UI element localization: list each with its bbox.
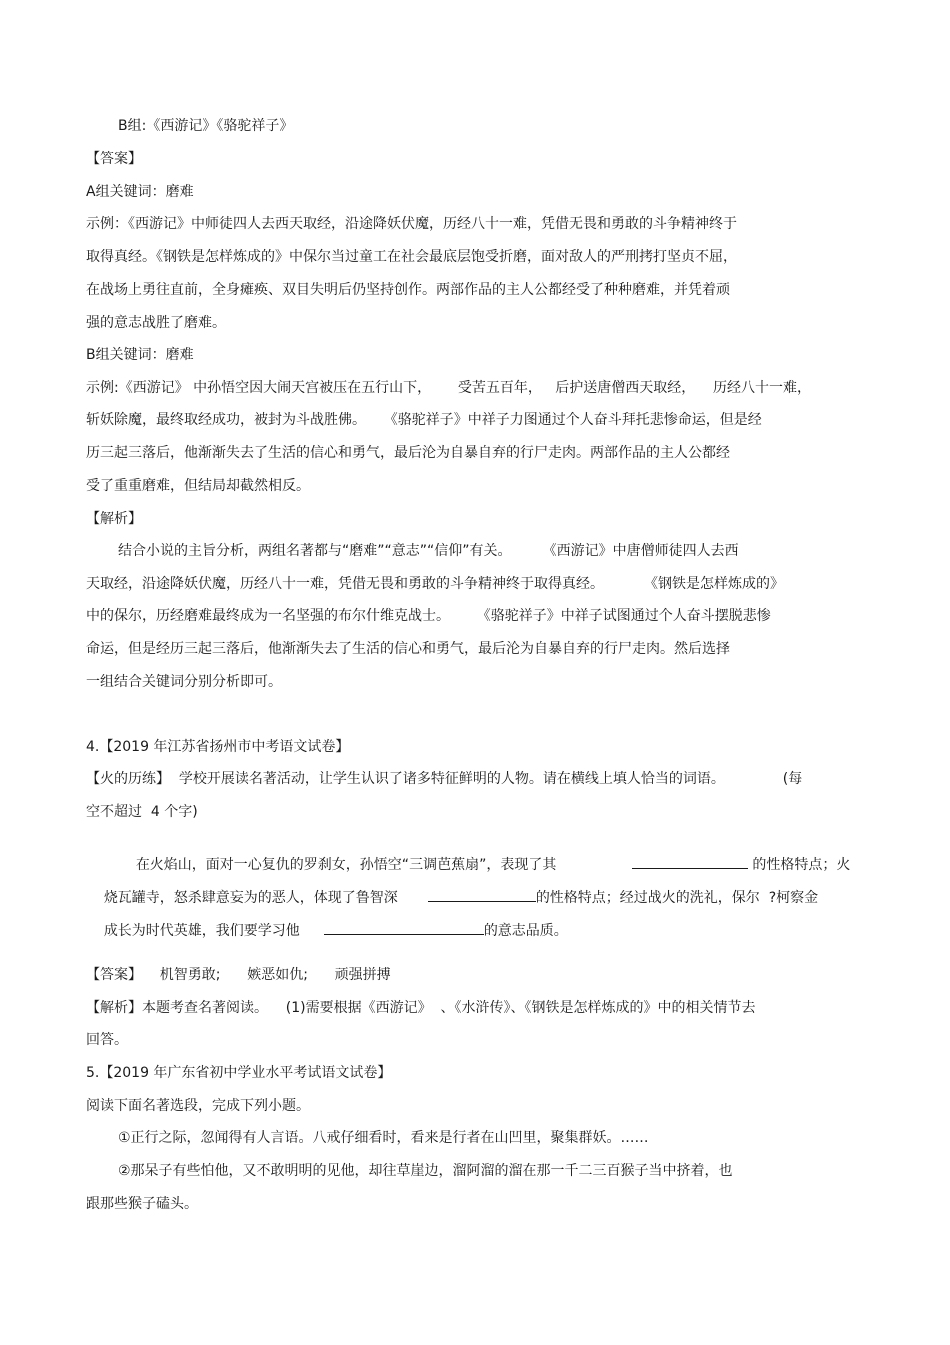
group-a-keyword: A组关键词：磨难 [86,184,194,200]
text-line: 受了重重磨难，但结局却截然相反。 [86,478,310,494]
fill-text: 的意志品质。 [483,923,568,939]
question-4-prompt: 【火的历练】 学校开展读名著活动，让学生认识了诸多特征鲜明的人物。请在横线上填人恰当的词语。 (每 [86,771,803,787]
fill-text: 的性格特点；火 [752,857,851,873]
text-line: 强的意志战胜了磨难。 [86,315,226,331]
question-4-answer: 【答案】 机智勇敢; 嫉恶如仇; 顽强拼搏 [86,967,391,983]
question-4-analysis: 【解析】本题考查名著阅读。 (1)需要根据《西游记》 、《水浒传》、《钢铁是怎样炼成的》中的相关情节去 [86,1000,756,1016]
group-b-title: B组:《西游记》《骆驼祥子》 [118,118,294,134]
text-line: 取得真经。《钢铁是怎样炼成的》中保尔当过童工在社会最底层饱受折磨，面对敌人的严刑拷打坚贞不屈， [86,249,737,265]
text-line: 历三起三落后，他渐渐失去了生活的信心和勇气，最后沦为自暴自弃的行尸走肉。两部作品的主人公都经 [86,445,730,461]
text-line: 天取经，沿途降妖伏魔，历经八十一难，凭借无畏和勇敢的斗争精神终于取得真经。 《钢铁是怎样炼成的》 [86,576,785,592]
question-5-prompt: 阅读下面名著选段，完成下列小题。 [86,1098,310,1114]
group-b-keyword: B组关键词：磨难 [86,347,194,363]
excerpt-1: ①正行之际，忽闻得有人言语。八戒仔细看时，看来是行者在山凹里，聚集群妖。…… [118,1130,649,1146]
text-line: 命运，但是经历三起三落后，他渐渐失去了生活的信心和勇气，最后沦为自暴自弃的行尸走肉。然后选择 [86,641,730,657]
fill-text: 烧瓦罐寺，怒杀肆意妄为的恶人，体现了鲁智深 [103,890,398,906]
text-line: 在战场上勇往直前，全身瘫痪、双目失明后仍坚持创作。两部作品的主人公都经受了种种磨难，并凭着顽 [86,282,730,298]
analysis-heading: 【解析】 [86,511,142,527]
text-line: 示例：《西游记》中师徒四人去西天取经，沿途降妖伏魔，历经八十一难，凭借无畏和勇敢的斗争精神终于 [86,216,737,232]
text-line: 一组结合关键词分别分析即可。 [86,674,282,690]
fill-line [86,900,568,961]
question-4-prompt: 空不超过 4 个字) [86,804,198,820]
text-line: 中的保尔，历经磨难最终成为一名坚强的布尔什维克战士。 《骆驼祥子》中祥子试图通过个人奋斗摆脱悲惨 [86,608,771,624]
text-line: 结合小说的主旨分析，两组名著都与“磨难”“意志”“信仰”有关。 《西游记》中唐僧师徒四人去西 [118,543,739,559]
text-line: 回答。 [86,1032,128,1048]
blank-3 [324,920,484,935]
text-line: 跟那些猴子磕头。 [86,1196,198,1212]
text-line: 斩妖除魔，最终取经成功，被封为斗战胜佛。 《骆驼祥子》中祥子力图通过个人奋斗拜托悲惨命运，但是经 [86,412,762,428]
question-4-title: 4.【2019 年江苏省扬州市中考语文试卷】 [86,739,350,755]
fill-text: 在火焰山，面对一心复仇的罗刹女，孙悟空“三调芭蕉扇”，表现了其 [135,857,557,873]
excerpt-2: ②那呆子有些怕他，又不敢明明的见他，却往草崖边，溜阿溜的溜在那一千二三百猴子当中挤着，也 [118,1163,733,1179]
answer-heading: 【答案】 [86,151,142,167]
fill-text: 成长为时代英雄，我们要学习他 [103,923,300,939]
question-5-title: 5.【2019 年广东省初中学业水平考试语文试卷】 [86,1065,392,1081]
text-line: 示例:《西游记》 中孙悟空因大闹天宫被压在五行山下， 受苦五百年， 后护送唐僧西天取经， 历经八十一难， [86,380,812,396]
fill-text: 的性格特点；经过战火的洗礼，保尔 ?柯察金 [535,890,819,906]
